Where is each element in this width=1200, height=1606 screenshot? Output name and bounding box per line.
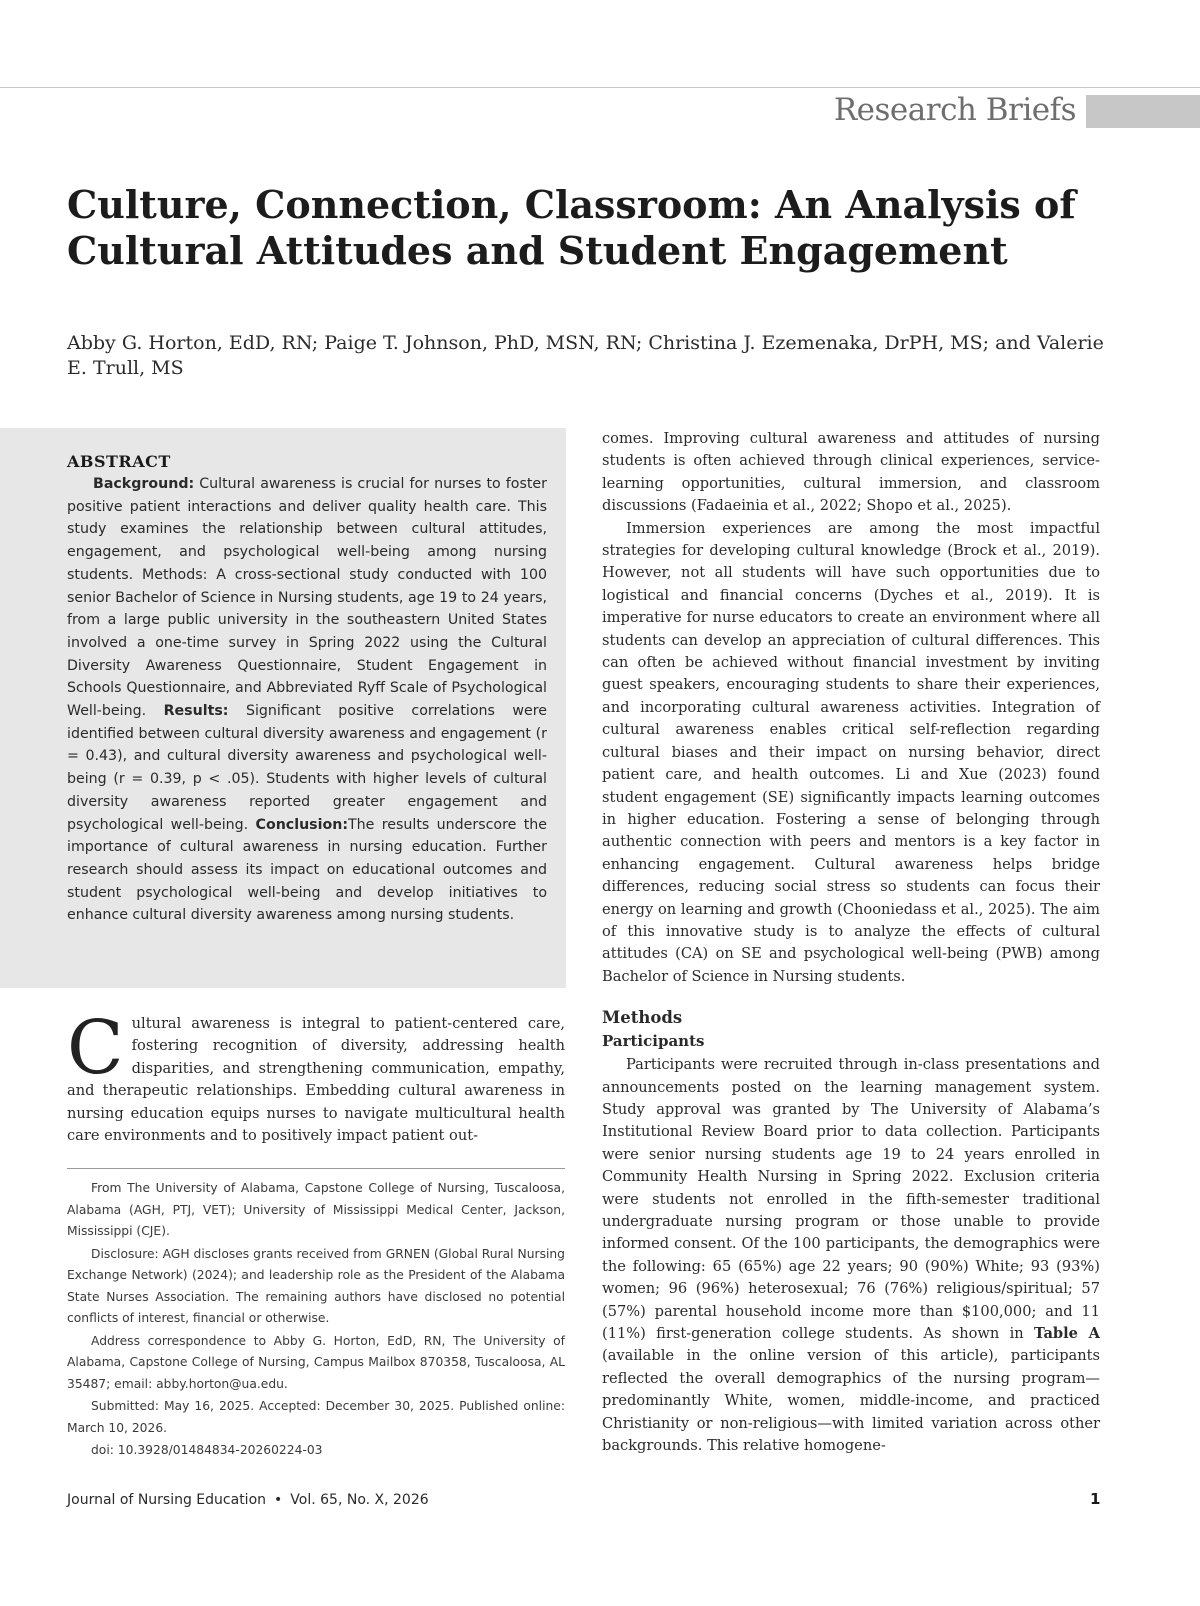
footnote-doi: doi: 10.3928/01484834-20260224-03 — [91, 1443, 323, 1457]
participants-heading: Participants — [602, 1032, 705, 1051]
body-paragraph: comes. Improving cultural awareness and attitudes of nursing students is often achieved through clinical experiences, service-learning opportunities, cultural immersion, and classroom discussions (Fadaeinia et al., 2022; Shopo et al., 2025). — [602, 430, 1100, 515]
background-text: Cultural awareness is crucial for nurses to foster positive patient interactions and deliver quality health care. This study examines the relationship between cultural attitudes, engagement, and psychological well-being among nursing students. Methods: A cross-sectional study conducted with 100 senior Bachelor of Science in Nursing students, age 19 to 24 years, from a large public university in the southeastern United States involved a one-time survey in Spring 2022 using the Cultural Diversity Awareness Questionnaire, Student Engagement in Schools Questionnaire, and Abbreviated Ryff Scale of Psychological Well-being. — [67, 476, 547, 720]
participants-text-cont: (available in the online version of this article), participants reflected the overall demographics of the nursing program—predominantly White, women, middle-income, and practiced Christianity or non-religious—with limited variation across other backgrounds. This relative homogene- — [602, 1347, 1100, 1455]
footer-separator: • — [274, 1492, 283, 1508]
article-title: Culture, Connection, Classroom: An Analysis of Cultural Attitudes and Student Engagement — [67, 182, 1076, 273]
footer-journal — [67, 1492, 429, 1508]
body-paragraph — [602, 1054, 1100, 1457]
abstract-heading: ABSTRACT — [67, 452, 171, 471]
table-reference: Table A — [1033, 1325, 1100, 1343]
author-list: Abby G. Horton, EdD, RN; Paige T. Johnson, PhD, MSN, RN; Christina J. Ezemenaka, DrPH, MS; and Valerie E. Trull, MS — [67, 332, 1104, 379]
results-text: Significant positive correlations were identified between cultural diversity awareness and engagement (r = 0.43), and cultural diversity awareness and psychological well-being (r = 0.39, p < .05). Students with higher levels of cultural diversity awareness reported greater engagement and psychological well-being. — [67, 703, 547, 833]
top-rule — [0, 87, 1200, 88]
section-label: Research Briefs — [833, 92, 1076, 128]
background-label: Background: — [93, 476, 195, 492]
results-label: Results: — [163, 703, 229, 720]
footnote-affiliation: From The University of Alabama, Capstone College of Nursing, Tuscaloosa, Alabama (AGH, PTJ, VET); University of Mississippi Medical Center, Jackson, Mississippi (CJE). — [67, 1181, 565, 1238]
journal-name: Journal of Nursing Education — [67, 1492, 267, 1508]
journal-volume: Vol. 65, No. X, 2026 — [290, 1492, 429, 1508]
conclusion-text: The results underscore the importance of cultural awareness in nursing education. Further research should assess its impact on educational outcomes and student psychological well-being and develop initiatives to enhance cultural diversity awareness among nursing students. — [67, 816, 547, 924]
intro-paragraph — [67, 1005, 565, 1147]
methods-heading: Methods — [602, 1008, 683, 1028]
footnote-dates: Submitted: May 16, 2025. Accepted: December 30, 2025. Published online: March 10, 2026. — [67, 1399, 565, 1435]
drop-cap: C — [67, 1005, 124, 1091]
section-bar — [1086, 95, 1200, 128]
participants-text: Participants were recruited through in-class presentations and announcements posted on the learning management system. Study approval was granted by The University of Alabama’s Institutional Review Board prior to data collection. Participants were senior nursing students age 19 to 24 years enrolled in Community Health Nursing in Spring 2022. Exclusion criteria were students not enrolled in the fifth-semester traditional undergraduate nursing program or those unable to provide informed consent. Of the 100 participants, the demographics were the following: 65 (65%) age 22 years; 90 (90%) White; 93 (93%) women; 96 (96%) heterosexual; 76 (76%) religious/spiritual; 57 (57%) parental household income more than $100,000; and 11 (11%) first-generation college students. As shown in — [602, 1056, 1100, 1343]
intro-text: ultural awareness is integral to patient-centered care, fostering recognition of diversity, addressing health disparities, and strengthening communication, empathy, and therapeutic relationships. Embedding cultural awareness in nursing education equips nurses to navigate multicultural health care environments and to positively impact patient out- — [67, 1015, 565, 1145]
footnotes — [67, 1178, 565, 1463]
footnote-correspondence: Address correspondence to Abby G. Horton, EdD, RN, The University of Alabama, Capstone College of Nursing, Campus Mailbox 870358, Tuscaloosa, AL 35487; email: abby.horton@ua.edu. — [67, 1333, 565, 1391]
footnote-disclosure: Disclosure: AGH discloses grants received from GRNEN (Global Rural Nursing Exchange Network) (2024); and leadership role as the President of the Alabama State Nurses Association. The remaining authors have disclosed no potential conflicts of interest, financial or otherwise. — [67, 1246, 565, 1325]
footnote-rule — [67, 1168, 565, 1169]
body-paragraph: Immersion experiences are among the most impactful strategies for developing cultural knowledge (Brock et al., 2019). However, not all students will have such opportunities due to logistical and financial concerns (Dyches et al., 2019). It is imperative for nurse educators to create an environment where all students can develop an appreciation of cultural differences. This can often be achieved without financial investment by inviting guest speakers, encouraging students to share their experiences, and incorporating cultural awareness activities. Integration of cultural awareness enables critical self-reflection regarding cultural biases and their impact on nursing behavior, direct patient care, and health outcomes. Li and Xue (2023) found student engagement (SE) significantly impacts learning outcomes in higher education. Fostering a sense of belonging through authentic connection with peers and mentors is a key factor in enhancing engagement. Cultural awareness helps bridge differences, reducing social stress so students can focus their energy on learning and growth (Chooniedass et al., 2025). The aim of this innovative study is to analyze the effects of cultural attitudes (CA) on SE and psychological well-being (PWB) among Bachelor of Science in Nursing students. — [602, 519, 1100, 985]
abstract-text — [67, 473, 547, 927]
page-number: 1 — [1090, 1490, 1101, 1508]
right-column — [602, 428, 1100, 1457]
conclusion-label: Conclusion: — [255, 816, 349, 833]
